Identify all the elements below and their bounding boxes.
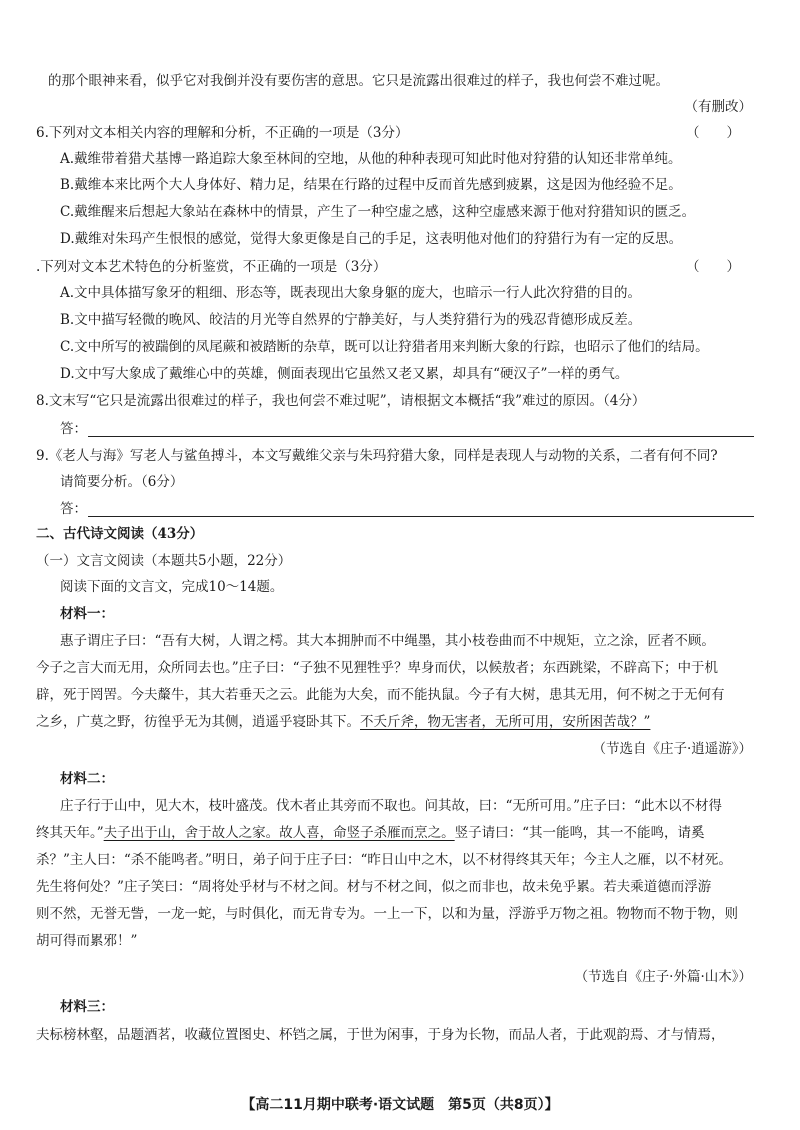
question-6-stem: 6.下列对文本相关内容的理解和分析，不正确的一项是（3分） [36,125,409,141]
material-2-line-1: 庄子行于山中，见大木，枝叶盛茂。伐木者止其旁而不取也。问其故，曰：“无所可用。”庄子曰：“此木以不材得 [60,798,722,814]
material-2-label: 材料二： [60,771,114,787]
section-2-title: 二、古代诗文阅读（43分） [36,526,204,542]
source-note: （有删改） [684,99,752,115]
material-1-label: 材料一： [60,606,114,622]
material-1-line-3: 辟，死于罔罟。今夫斄牛，其大若垂天之云。此能为大矣，而不能执鼠。今子有大树，患其无用，何不树之于无何有 [36,687,725,703]
question-8-answer-label: 答： [60,421,87,437]
material-2-line-5: 则不然，无誉无訾，一龙一蛇，与时俱化，而无肯专为。一上一下，以和为量，浮游乎万物之祖。物物而不物于物，则 [36,906,738,922]
question-6-answer-bracket: （ ） [686,125,740,141]
section-2-instruction: 阅读下面的文言文，完成10～14题。 [60,579,284,595]
material-1-line-2: 今子之言大而无用，众所同去也。”庄子曰：“子独不见狸牲乎？卑身而伏，以候敖者；东西跳梁，不辟高下；中于机 [36,660,719,676]
material-1-underlined-sentence: 不夭斤斧，物无害者，无所可用，安所困苦哉？” [360,714,651,730]
question-7-option-a: A.文中具体描写象牙的粗细、形态等，既表现出大象身躯的庞大，也暗示一行人此次狩猎的目的。 [60,285,642,301]
question-7-answer-bracket: （ ） [686,259,740,275]
question-9-stem-line-1: 9.《老人与海》写老人与鲨鱼搏斗，本文写戴维父亲与朱玛狩猎大象，同样是表现人与动物的关系，二者有何不同? [36,448,718,464]
material-1-line-1: 惠子谓庄子曰：“吾有大树，人谓之樗。其大本拥肿而不中绳墨，其小枝卷曲而不中规矩，立之涂，匠者不顾。 [60,633,715,649]
question-9-answer-label: 答： [60,501,87,517]
question-9-stem-line-2: 请简要分析。（6分） [60,474,184,490]
question-7-option-d: D.文中写大象成了戴维心中的英雄，侧面表现出它虽然又老又累，却具有“硬汉子”一样的勇气。 [60,366,629,382]
material-2-line-6: 胡可得而累邪！” [36,933,138,949]
material-2-line-2-post: 竖子请曰：“其一能鸣，其一不能鸣，请奚 [454,825,705,841]
material-2-line-2 [36,824,705,842]
material-2-line-4: 先生将何处？”庄子笑曰：“周将处乎材与不材之间。材与不材之间，似之而非也，故未免乎累。若夫乘道德而浮游 [36,879,712,895]
material-1-source: （节选自《庄子·逍遥游》） [592,741,752,757]
question-8-stem: 8.文末写“它只是流露出很难过的样子，我也何尝不难过呢”，请根据文本概括“我”难过的原因。（4分） [36,393,646,409]
page-footer: 【高二11月期中联考·语文试题 第5页（共8页）】 [241,1097,559,1113]
question-8-answer-line [88,436,754,437]
question-9-answer-line [88,516,754,517]
continued-text-line: 的那个眼神来看，似乎它对我倒并没有要伤害的意思。它只是流露出很难过的样子，我也何尝不难过呢。 [48,73,669,89]
question-6-option-a: A.戴维带着猎犬基博一路追踪大象至林间的空地，从他的种种表现可知此时他对狩猎的认知还非常单纯。 [60,151,682,167]
question-7-stem: .下列对文本艺术特色的分析鉴赏，不正确的一项是（3分） [36,259,387,275]
question-7-option-b: B.文中描写轻微的晚风、皎洁的月光等自然界的宁静美好，与人类狩猎行为的残忍背德形成反差。 [60,312,642,328]
material-1-line-4 [36,713,650,731]
material-2-line-3: 杀？”主人曰：“杀不能鸣者。”明日，弟子问于庄子曰：“昨日山中之木，以不材得终其天年；今主人之雁，以不材死。 [36,852,732,868]
question-7-option-c: C.文中所写的被踹倒的凤尾蕨和被踏断的杂草，既可以让狩猎者用来判断大象的行踪，也昭示了他们的结局。 [60,339,709,355]
section-2-subtitle: （一）文言文阅读（本题共5小题，22分） [36,553,292,569]
question-6-option-c: C.戴维醒来后想起大象站在森林中的情景，产生了一种空虚之感，这种空虚感来源于他对狩猎知识的匮乏。 [60,204,696,220]
question-6-option-d: D.戴维对朱玛产生恨恨的感觉，觉得大象更像是自己的手足，这表明他对他们的狩猎行为有一定的反思。 [60,231,683,247]
material-3-label: 材料三： [60,999,114,1015]
material-2-underlined-sentence: 夫子出于山，舍于故人之家。故人喜，命竖子杀雁而烹之。 [103,825,455,841]
material-1-line-4-text: 之乡，广莫之野，彷徨乎无为其侧，逍遥乎寝卧其下。 [36,714,360,730]
material-3-line-1: 夫标榜林壑，品题酒茗，收藏位置图史、杯铛之属，于世为闲事，于身为长物，而品人者，于此观韵焉、才与情焉， [36,1027,725,1043]
material-2-line-2-pre: 终其天年。” [36,825,104,841]
question-6-option-b: B.戴维本来比两个大人身体好、精力足，结果在行路的过程中反而首先感到疲累，这是因为他经验不足。 [60,177,682,193]
material-2-source: （节选自《庄子·外篇·山木》） [574,969,752,985]
